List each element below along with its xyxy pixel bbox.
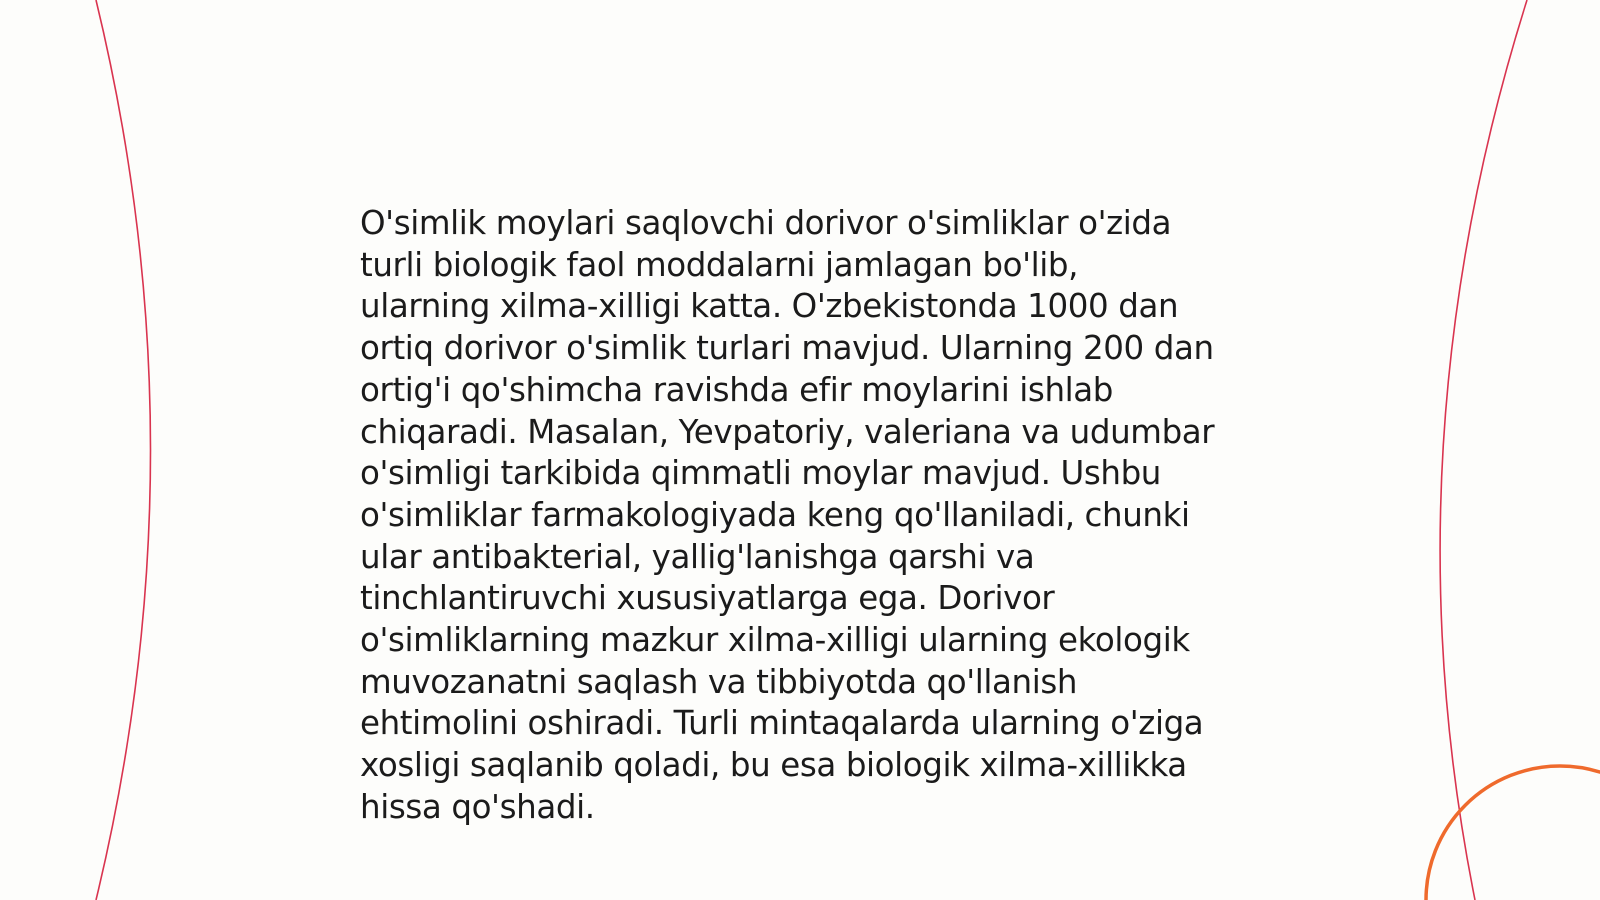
right-curve-line [1440, 0, 1527, 900]
orange-accent-arc [1426, 766, 1600, 900]
left-curve-line [96, 0, 151, 900]
slide-body-text: O'simlik moylari saqlovchi dorivor o'simliklar o'zida turli biologik faol moddalarni jamlagan bo'lib, ularning xilma-xilligi katta. O'zbekistonda 1000 dan ortiq dorivor o'simlik turlari mavjud. Ularning 200 dan ortig'i qo'shimcha ravishda efir moylarini ishlab chiqaradi. Masalan, Yevpatoriy, valeriana va udumbar o'simligi tarkibida qimmatli moylar mavjud. Ushbu o'simliklar farmakologiyada keng qo'llaniladi, chunki ular antibakterial, yallig'lanishga qarshi va tinchlantiruvchi xususiyatlarga ega. Dorivor o'simliklarning mazkur xilma-xilligi ularning ekologik muvozanatni saqlash va tibbiyotda qo'llanish ehtimolini oshiradi. Turli mintaqalarda ularning o'ziga xosligi saqlanib qoladi, bu esa biologik xilma-xillikka hissa qo'shadi. [360, 204, 1215, 826]
